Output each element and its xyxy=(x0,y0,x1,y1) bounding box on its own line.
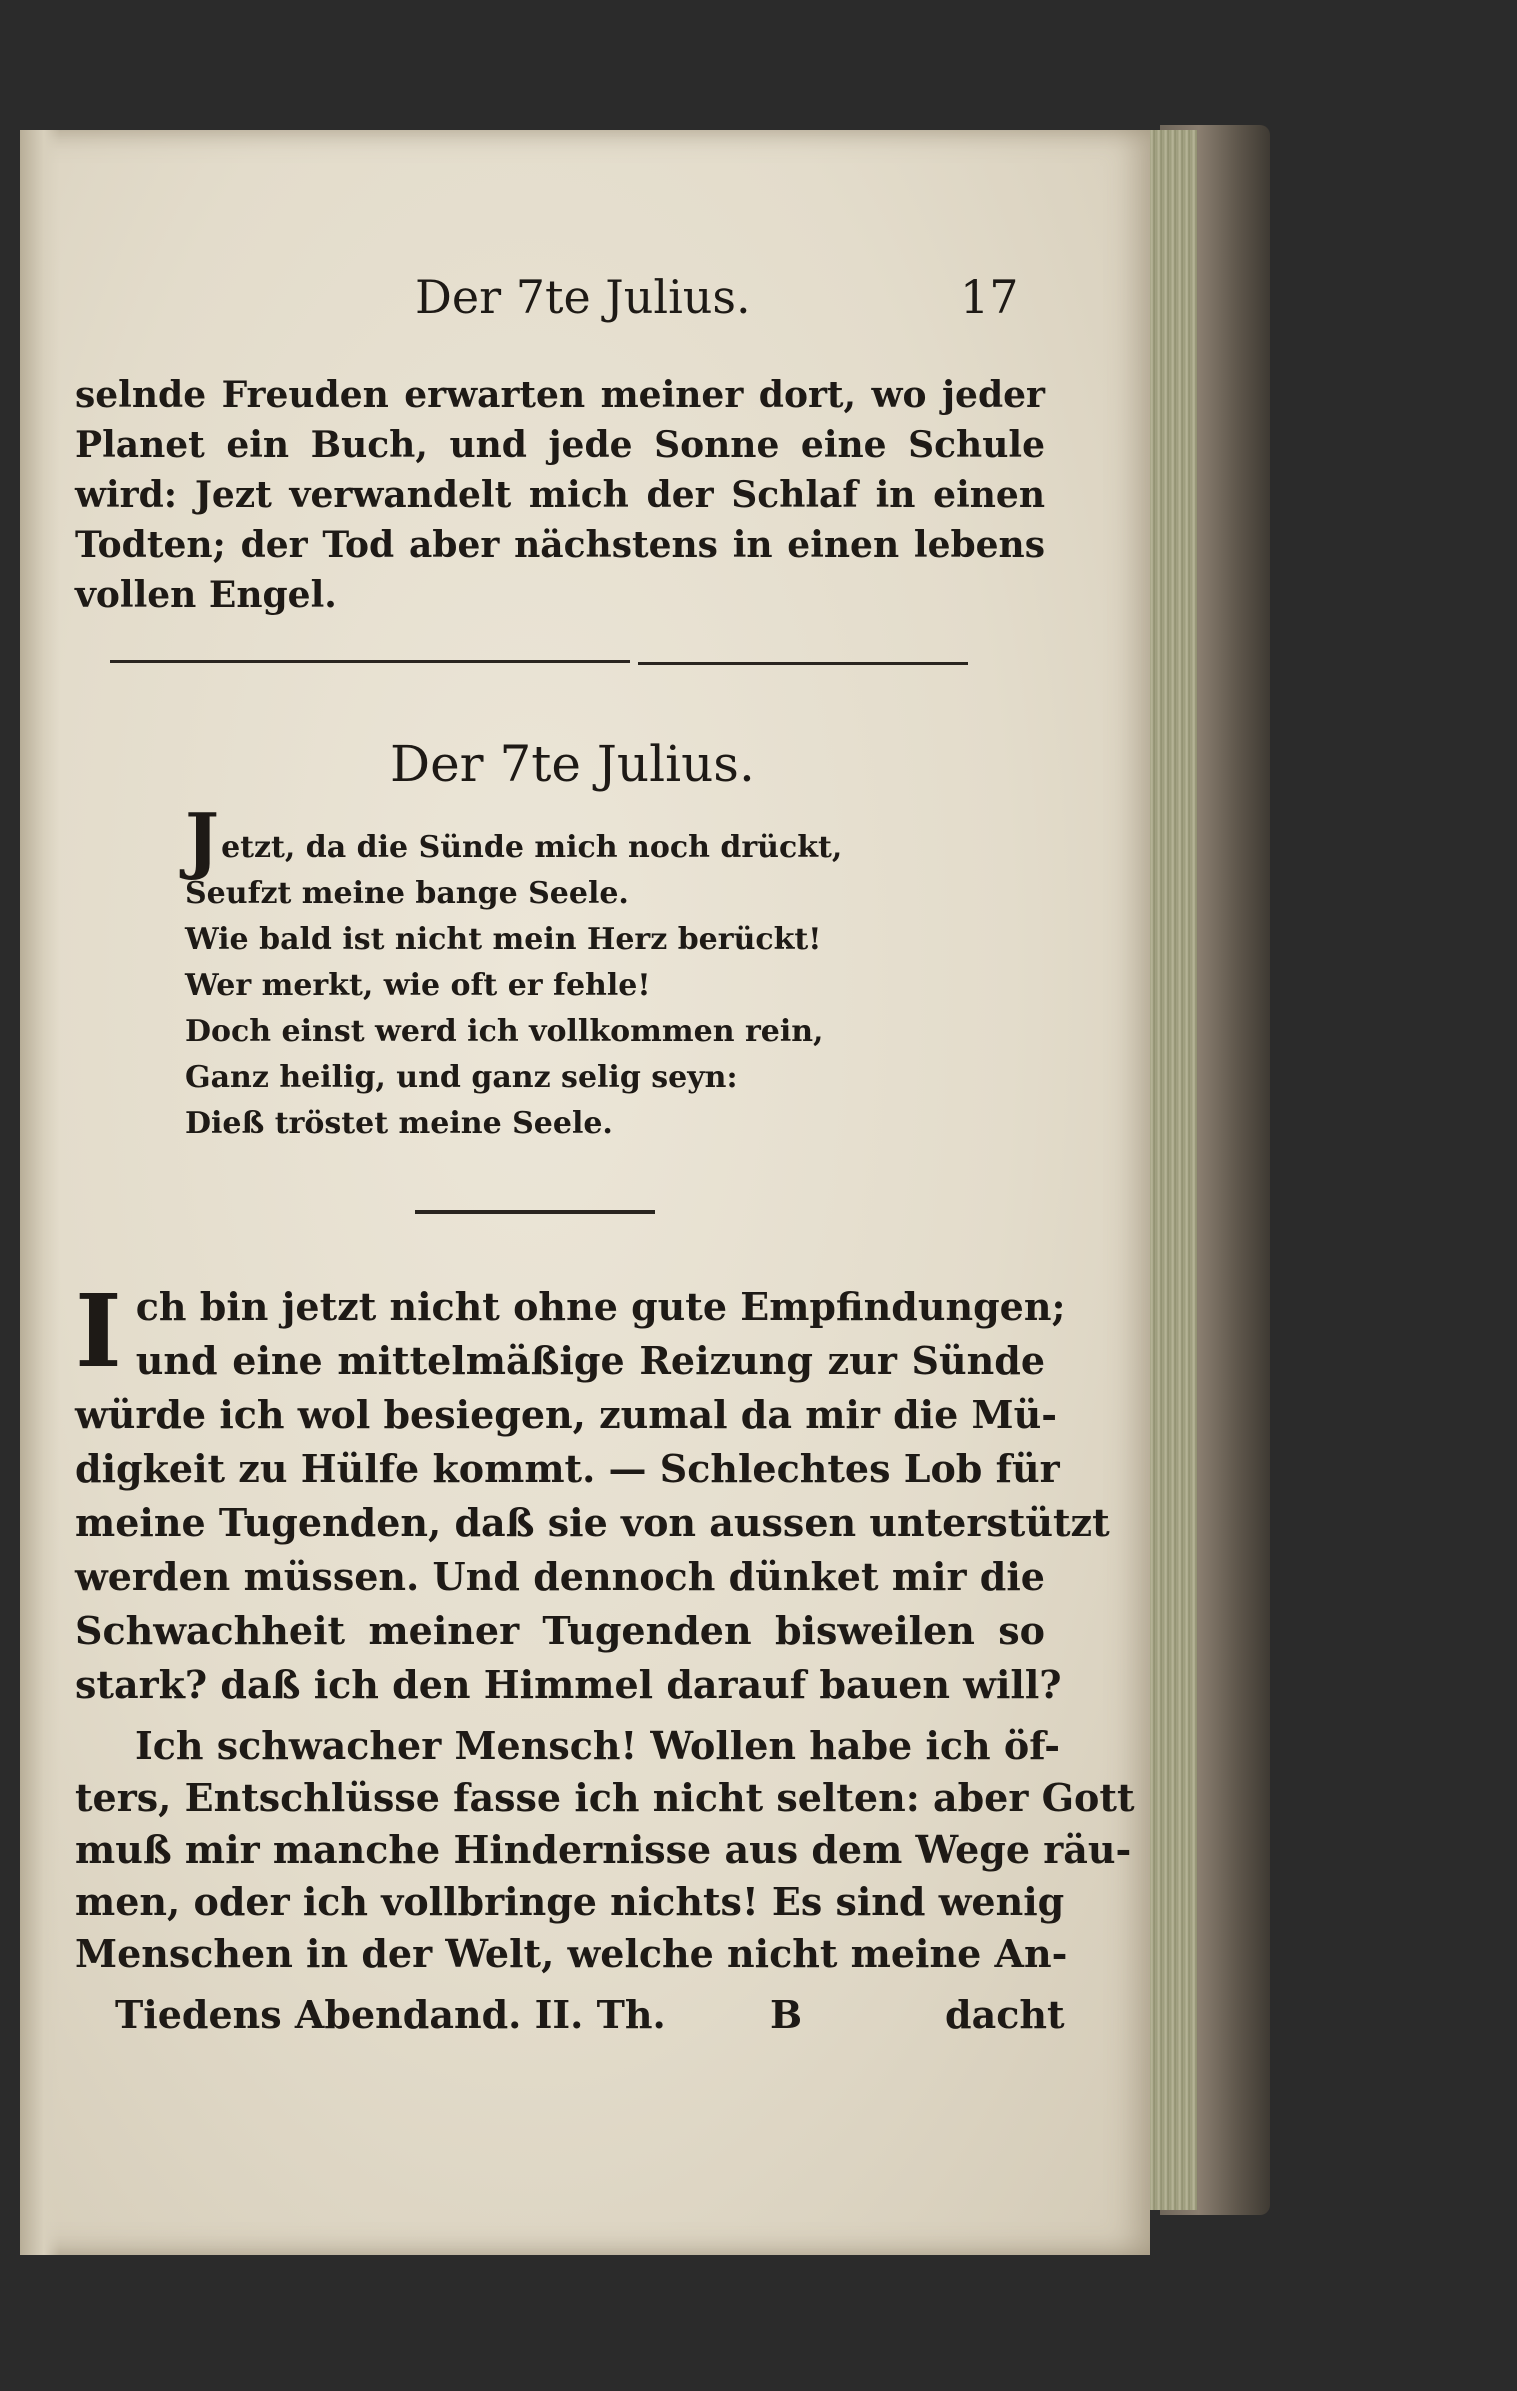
poem-divider xyxy=(415,1210,655,1214)
catchword: dacht xyxy=(945,1992,1065,2037)
text-line: digkeit zu Hülfe kommt. — Schlechtes Lob für xyxy=(75,1446,1060,1491)
text-line: ters, Entschlüsse fasse ich nicht selten: aber Gott xyxy=(75,1775,1135,1820)
section-divider-right xyxy=(638,662,968,665)
paragraph-human-weakness xyxy=(75,1720,1135,1980)
signature-line: Tiedens Abendand. II. Th. xyxy=(115,1992,666,2037)
poem-line: Doch einst werd ich vollkommen rein, xyxy=(185,1014,824,1049)
poem-dropcap: J xyxy=(185,797,220,882)
poem-line: Wer merkt, wie oft er fehle! xyxy=(185,968,651,1003)
text-line: und eine mittelmäßige Reizung zur Sünde xyxy=(135,1338,1045,1383)
poem-line: Wie bald ist nicht mein Herz berückt! xyxy=(185,922,822,957)
poem-line xyxy=(185,797,843,882)
poem-line: Dieß tröstet meine Seele. xyxy=(185,1106,613,1141)
text-line: Ich schwacher Mensch! Wollen habe ich öf- xyxy=(135,1723,1060,1768)
text-line: Todten; der Tod aber nächstens in einen lebens xyxy=(75,524,1045,566)
paragraph-dropcap: I xyxy=(75,1272,122,1390)
text-line: vollen Engel. xyxy=(75,574,337,616)
text-line: würde ich wol besiegen, zumal da mir die Mü- xyxy=(75,1392,1057,1437)
text-line: men, oder ich vollbringe nichts! Es sind wenig xyxy=(75,1879,1065,1924)
page-number: 17 xyxy=(960,270,1019,324)
poem-stanza xyxy=(185,797,843,1147)
text-line: stark? daß ich den Himmel darauf bauen will? xyxy=(75,1662,1062,1707)
section-divider-left xyxy=(110,660,630,663)
text-line: selnde Freuden erwarten meiner dort, wo jeder xyxy=(75,374,1045,416)
poem-line: Seufzt meine bange Seele. xyxy=(185,876,629,911)
text-line: Schwachheit meiner Tugenden bisweilen so xyxy=(75,1608,1045,1653)
text-line: werden müssen. Und dennoch dünket mir die xyxy=(75,1554,1045,1599)
paragraph-reflection xyxy=(75,1272,1110,1712)
book-page xyxy=(20,130,1150,2255)
paragraph-continuation xyxy=(75,370,1045,620)
page-gutter xyxy=(20,130,60,2255)
text-line: wird: Jezt verwandelt mich der Schlaf in einen xyxy=(75,474,1045,516)
poem-line: Ganz heilig, und ganz selig seyn: xyxy=(185,1060,738,1095)
text-line: Menschen in der Welt, welche nicht meine An- xyxy=(75,1931,1068,1976)
text-line: Planet ein Buch, und jede Sonne eine Schule xyxy=(75,424,1045,466)
text-line: meine Tugenden, daß sie von aussen unterstützt xyxy=(75,1500,1110,1545)
running-head: Der 7te Julius. xyxy=(415,270,751,324)
text-line: ch bin jetzt nicht ohne gute Empfindungen; xyxy=(135,1284,1066,1329)
text-line: muß mir manche Hindernisse aus dem Wege räu- xyxy=(75,1827,1132,1872)
poem-first-line: etzt, da die Sünde mich noch drückt, xyxy=(221,830,843,865)
section-title: Der 7te Julius. xyxy=(390,735,755,793)
signature-mark: B xyxy=(770,1992,803,2037)
